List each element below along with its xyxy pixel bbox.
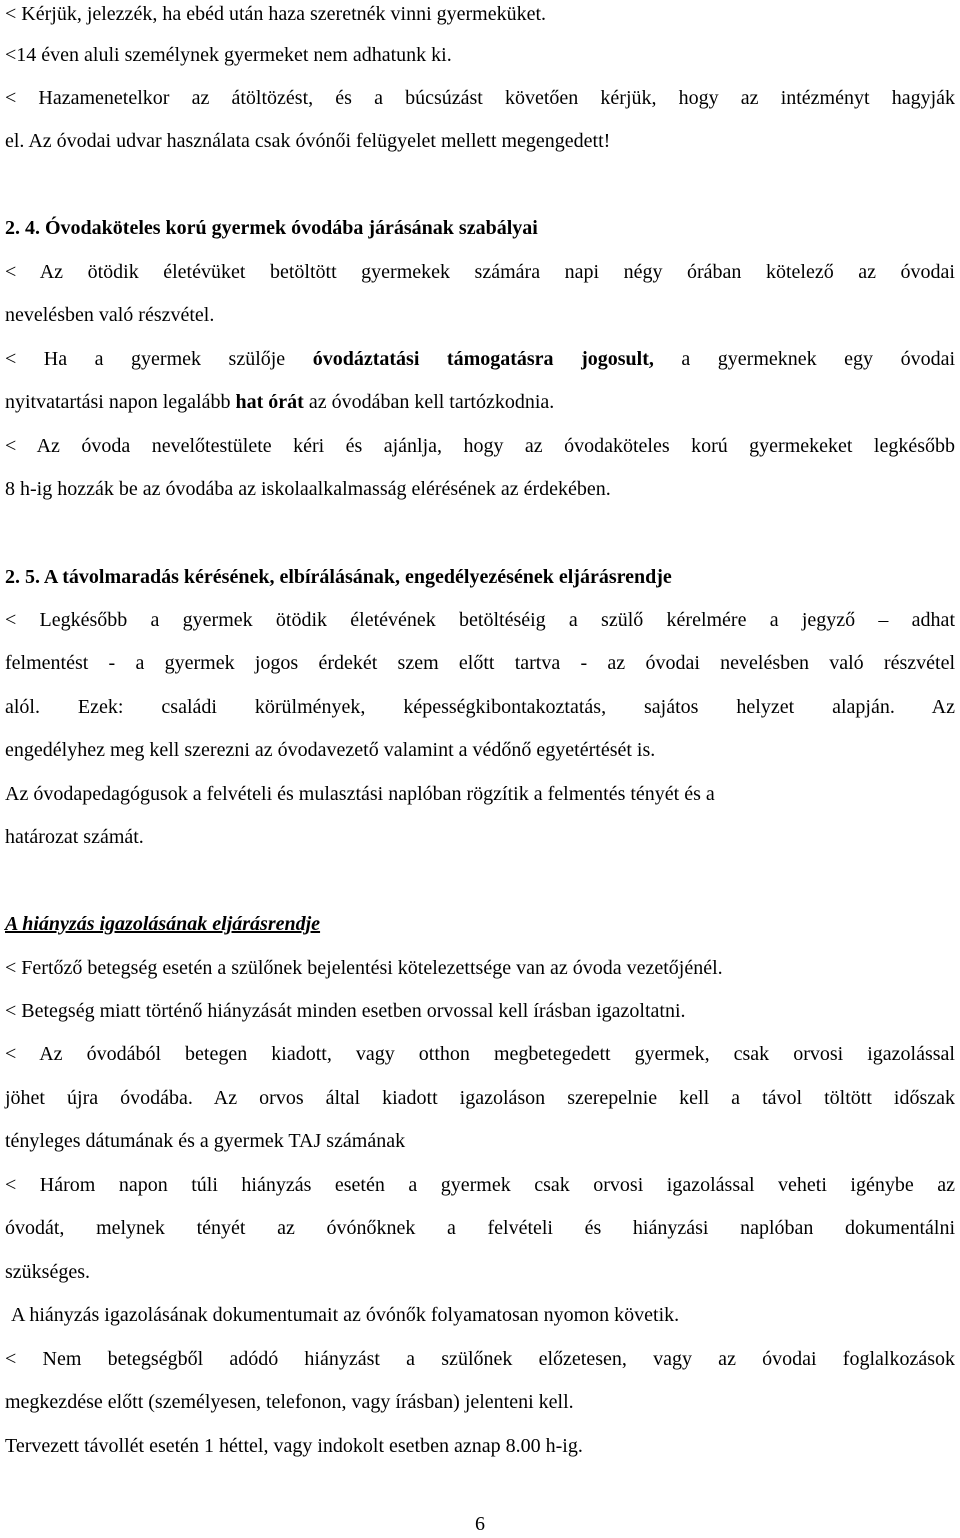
section-number: 2. 5. xyxy=(5,566,40,588)
section-heading-2-5 xyxy=(5,563,672,591)
paragraph-line: Tervezett távollét esetén 1 héttel, vagy indokolt esetben aznap 8.00 h-ig. xyxy=(5,1435,583,1457)
paragraph-line: < Betegség miatt történő hiányzását minden esetben orvossal kell írásban igazoltatni. xyxy=(5,1000,686,1022)
section-title: Óvodaköteles korú gyermek óvodába járásának szabályai xyxy=(45,217,538,239)
rule-text-line: <14 éven aluli személynek gyermeket nem adhatunk ki. xyxy=(5,44,452,66)
paragraph-line: felmentést - a gyermek jogos érdekét szem előtt tartva - az óvodai nevelésben való részvétel xyxy=(5,652,955,674)
paragraph-line: < Az ötödik életévüket betöltött gyermekek számára napi négy órában kötelező az óvodai xyxy=(5,261,955,283)
paragraph-line: nevelésben való részvétel. xyxy=(5,304,215,326)
text-run: az óvodában kell tartózkodnia. xyxy=(308,391,555,413)
paragraph-line: < Nem betegségből adódó hiányzást a szülőnek előzetesen, vagy az óvodai foglalkozások xyxy=(5,1348,955,1370)
section-heading-2-4 xyxy=(5,214,538,242)
paragraph-line: megkezdése előtt (személyesen, telefonon, vagy írásban) jelenteni kell. xyxy=(5,1391,574,1413)
paragraph-line: 8 h-ig hozzák be az óvodába az iskolaalkalmasság elérésének az érdekében. xyxy=(5,478,611,500)
rule-text-line: < Kérjük, jelezzék, ha ebéd után haza szeretnék vinni gyermeküket. xyxy=(5,3,547,25)
paragraph-line: Az óvodapedagógusok a felvételi és mulasztási naplóban rögzítik a felmentés tényét és a xyxy=(5,783,715,805)
paragraph-line: szükséges. xyxy=(5,1261,90,1283)
paragraph-line: < Az óvoda nevelőtestülete kéri és ajánlja, hogy az óvodaköteles korú gyermekeket legkésőbb xyxy=(5,435,955,457)
text-run: nyitvatartási napon legalább xyxy=(5,391,231,413)
paragraph-line xyxy=(5,345,955,373)
rule-text-line: el. Az óvodai udvar használata csak óvónői felügyelet mellett megengedett! xyxy=(5,130,611,152)
text-run: a gyermeknek egy óvodai xyxy=(681,348,956,370)
paragraph-line: < Az óvodából betegen kiadott, vagy otthon megbetegedett gyermek, csak orvosi igazolással xyxy=(5,1043,955,1065)
bold-text-run: hat órát xyxy=(235,391,304,413)
paragraph-line xyxy=(5,388,554,416)
paragraph-line: jöhet újra óvodába. Az orvos által kiadott igazoláson szerepelnie kell a távol töltött időszak xyxy=(5,1087,955,1109)
paragraph-line: < Legkésőbb a gyermek ötödik életévének betöltéséig a szülő kérelmére a jegyző – adhat xyxy=(5,609,955,631)
text-run: < Ha a gyermek szülője xyxy=(5,348,286,370)
paragraph-line: határozat számát. xyxy=(5,826,144,848)
paragraph-line: engedélyhez meg kell szerezni az óvodavezető valamint a védőnő egyetértését is. xyxy=(5,739,656,761)
paragraph-line: óvodát, melynek tényét az óvónőknek a felvételi és hiányzási naplóban dokumentálni xyxy=(5,1217,955,1239)
rule-text-line: < Hazamenetelkor az átöltözést, és a búcsúzást követően kérjük, hogy az intézményt hagyják xyxy=(5,87,955,109)
paragraph-line: alól. Ezek: családi körülmények, képességkibontakoztatás, sajátos helyzet alapján. Az xyxy=(5,696,955,718)
paragraph-line: tényleges dátumának és a gyermek TAJ számának xyxy=(5,1130,406,1152)
page-number: 6 xyxy=(475,1513,485,1535)
section-number: 2. 4. xyxy=(5,217,40,239)
section-title: A távolmaradás kérésének, elbírálásának, engedélyezésének eljárásrendje xyxy=(43,566,672,588)
paragraph-line: < Három napon túli hiányzás esetén a gyermek csak orvosi igazolással veheti igénybe az xyxy=(5,1174,955,1196)
paragraph-line: < Fertőző betegség esetén a szülőnek bejelentési kötelezettsége van az óvoda vezetőjénél. xyxy=(5,957,723,979)
paragraph-line: A hiányzás igazolásának dokumentumait az óvónők folyamatosan nyomon követik. xyxy=(11,1304,680,1326)
absence-section-title: A hiányzás igazolásának eljárásrendje xyxy=(5,913,321,935)
bold-text-run: óvodáztatási támogatásra jogosult, xyxy=(312,348,654,370)
